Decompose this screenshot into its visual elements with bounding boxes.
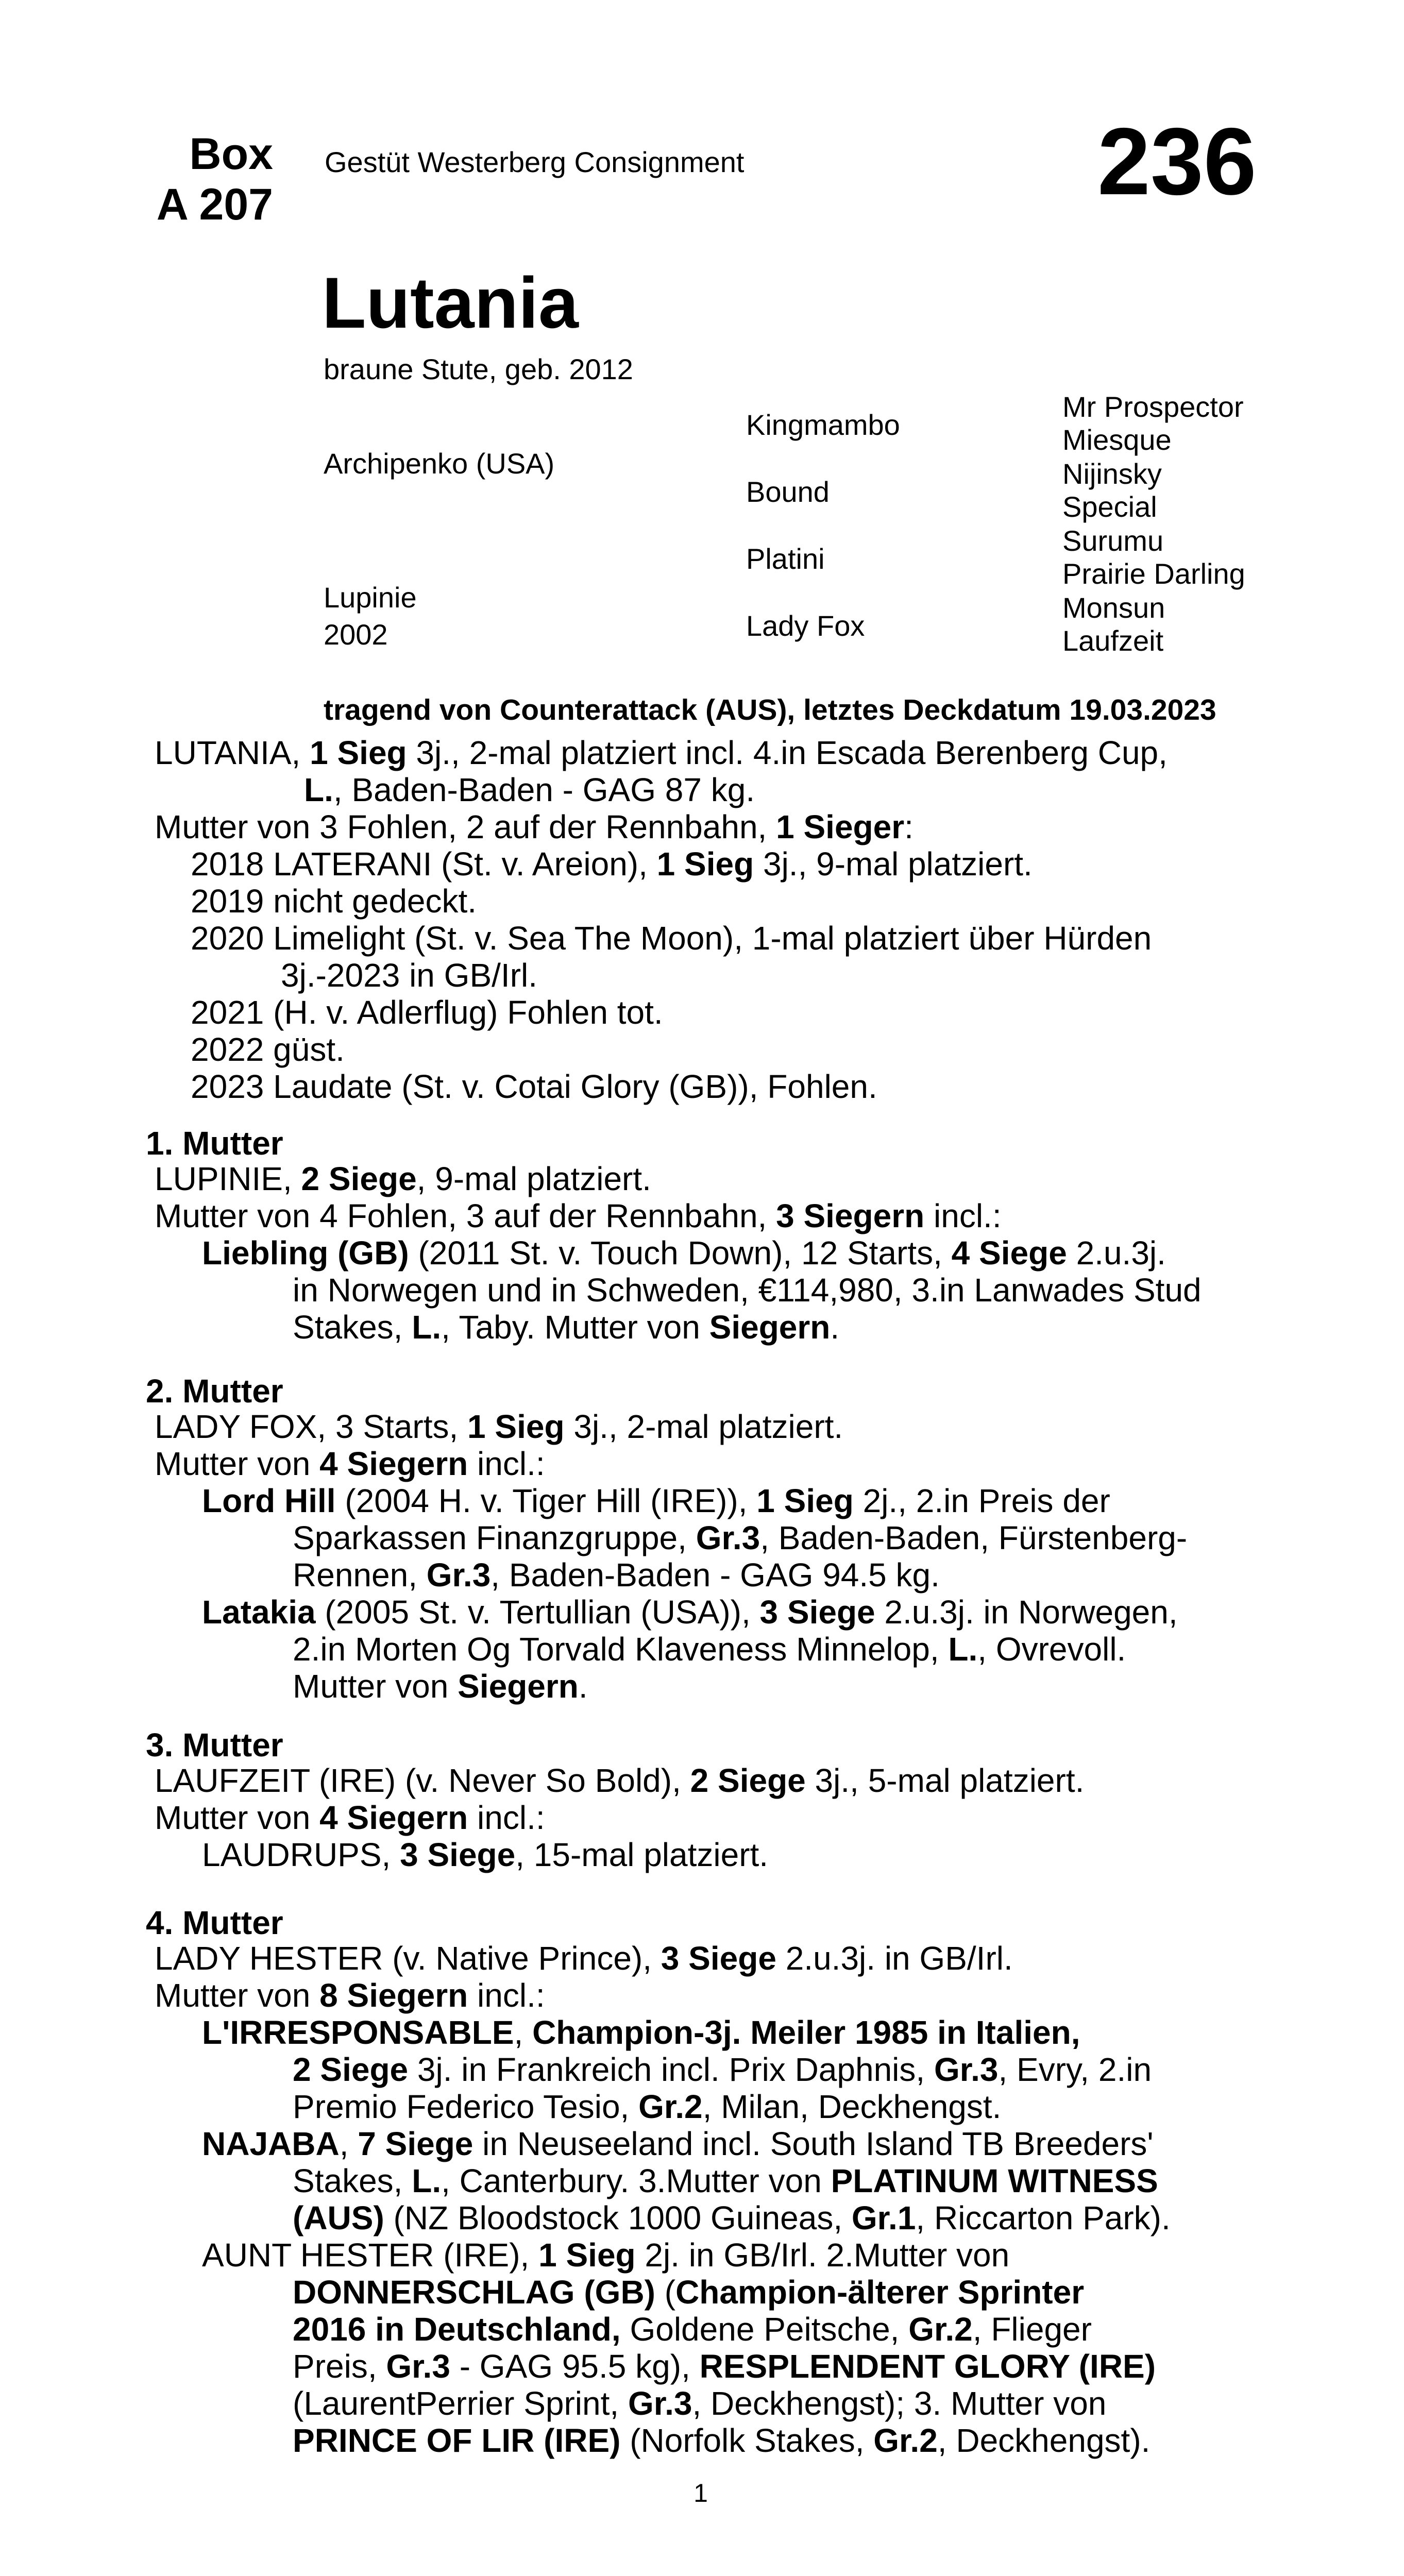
pedigree-gen2-2: Bound xyxy=(746,476,830,508)
section-title-m2: 2. Mutter xyxy=(146,1372,283,1410)
m3-line-2: Mutter von 4 Siegern incl.: xyxy=(155,1799,545,1836)
m4-progeny-1-cont-1: 2 Siege 3j. in Frankreich incl. Prix Daphnis, Gr.3, Evry, 2.in xyxy=(293,2051,1152,2088)
foal-2021: 2021 (H. v. Adlerflug) Fohlen tot. xyxy=(191,994,663,1031)
foal-2023: 2023 Laudate (St. v. Cotai Glory (GB)), Fohlen. xyxy=(191,1068,877,1105)
pedigree-dam: Lupinie xyxy=(324,581,417,614)
m4-progeny-3-cont-5: PRINCE OF LIR (IRE) (Norfolk Stakes, Gr.2, Deckhengst). xyxy=(293,2422,1151,2459)
foal-2018: 2018 LATERANI (St. v. Areion), 1 Sieg 3j., 9-mal platziert. xyxy=(191,845,1033,883)
section-title-m4: 4. Mutter xyxy=(146,1904,283,1941)
pedigree-gen3-5: Surumu xyxy=(1062,524,1164,557)
m4-progeny-2-cont-1: Stakes, L., Canterbury. 3.Mutter von PLATINUM WITNESS xyxy=(293,2162,1158,2199)
pedigree-gen3-8: Laufzeit xyxy=(1062,624,1164,657)
m4-line-2: Mutter von 8 Siegern incl.: xyxy=(155,1977,545,2014)
pedigree-gen3-4: Special xyxy=(1062,490,1157,523)
m4-progeny-3-cont-4: (LaurentPerrier Sprint, Gr.3, Deckhengst); 3. Mutter von xyxy=(293,2385,1107,2422)
m4-progeny-1-cont-2: Premio Federico Tesio, Gr.2, Milan, Deckhengst. xyxy=(293,2088,1002,2125)
box-line-1: Box xyxy=(189,129,273,179)
m4-progeny-3-cont-1: DONNERSCHLAG (GB) (Champion-älterer Sprinter xyxy=(293,2274,1085,2311)
m4-progeny-1: L'IRRESPONSABLE, Champion-3j. Meiler 1985 in Italien, xyxy=(202,2014,1080,2051)
section-title-m1: 1. Mutter xyxy=(146,1125,283,1162)
m1-block xyxy=(155,1160,1273,1346)
pedigree-gen3-2: Miesque xyxy=(1062,423,1172,456)
m1-line-1: LUPINIE, 2 Siege, 9-mal platziert. xyxy=(155,1160,651,1197)
m3-block xyxy=(155,1762,1273,1873)
pedigree-gen2-3: Platini xyxy=(746,543,825,575)
m2-progeny-2-cont-2: Mutter von Siegern. xyxy=(293,1668,588,1705)
m2-progeny-1: Lord Hill (2004 H. v. Tiger Hill (IRE)), 1 Sieg 2j., 2.in Preis der xyxy=(202,1482,1110,1519)
m1-progeny-2: in Norwegen und in Schweden, €114,980, 3.in Lanwades Stud xyxy=(293,1272,1202,1309)
m2-progeny-2: Latakia (2005 St. v. Tertullian (USA)), 3 Siege 2.u.3j. in Norwegen, xyxy=(202,1594,1178,1631)
m1-line-2: Mutter von 4 Fohlen, 3 auf der Rennbahn, 3 Siegern incl.: xyxy=(155,1197,1002,1234)
m1-progeny-1: Liebling (GB) (2011 St. v. Touch Down), 12 Starts, 4 Siege 2.u.3j. xyxy=(202,1234,1166,1272)
record-line-3: Mutter von 3 Fohlen, 2 auf der Rennbahn, 1 Sieger: xyxy=(155,808,914,845)
m3-line-1: LAUFZEIT (IRE) (v. Never So Bold), 2 Siege 3j., 5-mal platziert. xyxy=(155,1762,1085,1799)
pedigree-gen3-7: Monsun xyxy=(1062,591,1165,624)
consignor: Gestüt Westerberg Consignment xyxy=(325,146,745,178)
horse-name: Lutania xyxy=(322,262,579,343)
foal-2019: 2019 nicht gedeckt. xyxy=(191,883,477,920)
pedigree-sire: Archipenko (USA) xyxy=(324,447,555,480)
m4-progeny-2-cont-2: (AUS) (NZ Bloodstock 1000 Guineas, Gr.1, Riccarton Park). xyxy=(293,2199,1171,2236)
horse-description: braune Stute, geb. 2012 xyxy=(324,353,633,385)
m2-progeny-1-cont-2: Rennen, Gr.3, Baden-Baden - GAG 94.5 kg. xyxy=(293,1556,940,1594)
m2-progeny-2-cont-1: 2.in Morten Og Torvald Klaveness Minnelop, L., Ovrevoll. xyxy=(293,1631,1126,1668)
covering-note: tragend von Counterattack (AUS), letztes Deckdatum 19.03.2023 xyxy=(324,693,1216,726)
m4-line-1: LADY HESTER (v. Native Prince), 3 Siege 2.u.3j. in GB/Irl. xyxy=(155,1940,1013,1977)
foal-2020: 2020 Limelight (St. v. Sea The Moon), 1-mal platziert über Hürden xyxy=(191,920,1152,957)
m2-block xyxy=(155,1408,1273,1705)
foal-2020-cont: 3j.-2023 in GB/Irl. xyxy=(281,957,537,994)
pedigree-gen3-6: Prairie Darling xyxy=(1062,557,1245,590)
m4-progeny-3-cont-3: Preis, Gr.3 - GAG 95.5 kg), RESPLENDENT GLORY (IRE) xyxy=(293,2348,1156,2385)
m2-line-1: LADY FOX, 3 Starts, 1 Sieg 3j., 2-mal platziert. xyxy=(155,1408,843,1445)
m4-progeny-3: AUNT HESTER (IRE), 1 Sieg 2j. in GB/Irl. 2.Mutter von xyxy=(202,2236,1010,2274)
pedigree-gen3-1: Mr Prospector xyxy=(1062,391,1244,423)
pedigree-dam-year: 2002 xyxy=(324,618,388,651)
record-line-2: L., Baden-Baden - GAG 87 kg. xyxy=(304,771,755,808)
m2-line-2: Mutter von 4 Siegern incl.: xyxy=(155,1445,545,1482)
page-number: 1 xyxy=(693,2479,708,2507)
record-line-1: LUTANIA, 1 Sieg 3j., 2-mal platziert incl. 4.in Escada Berenberg Cup, xyxy=(155,734,1168,771)
box-label xyxy=(139,129,273,230)
pedigree-gen3-3: Nijinsky xyxy=(1062,457,1162,490)
pedigree-gen2-4: Lady Fox xyxy=(746,609,865,642)
m4-block xyxy=(155,1940,1273,2459)
m2-progeny-1-cont-1: Sparkassen Finanzgruppe, Gr.3, Baden-Baden, Fürstenberg- xyxy=(293,1519,1188,1556)
foal-2022: 2022 güst. xyxy=(191,1031,345,1068)
section-title-m3: 3. Mutter xyxy=(146,1726,283,1764)
m3-progeny-1: LAUDRUPS, 3 Siege, 15-mal platziert. xyxy=(202,1836,769,1873)
m1-progeny-3: Stakes, L., Taby. Mutter von Siegern. xyxy=(293,1309,840,1346)
record-block xyxy=(155,734,1273,1105)
m4-progeny-2: NAJABA, 7 Siege in Neuseeland incl. South Island TB Breeders' xyxy=(202,2125,1154,2162)
pedigree-gen2-1: Kingmambo xyxy=(746,409,900,441)
box-line-2: A 207 xyxy=(156,180,273,229)
lot-number: 236 xyxy=(1097,109,1257,215)
m4-progeny-3-cont-2: 2016 in Deutschland, Goldene Peitsche, Gr.2, Flieger xyxy=(293,2311,1092,2348)
